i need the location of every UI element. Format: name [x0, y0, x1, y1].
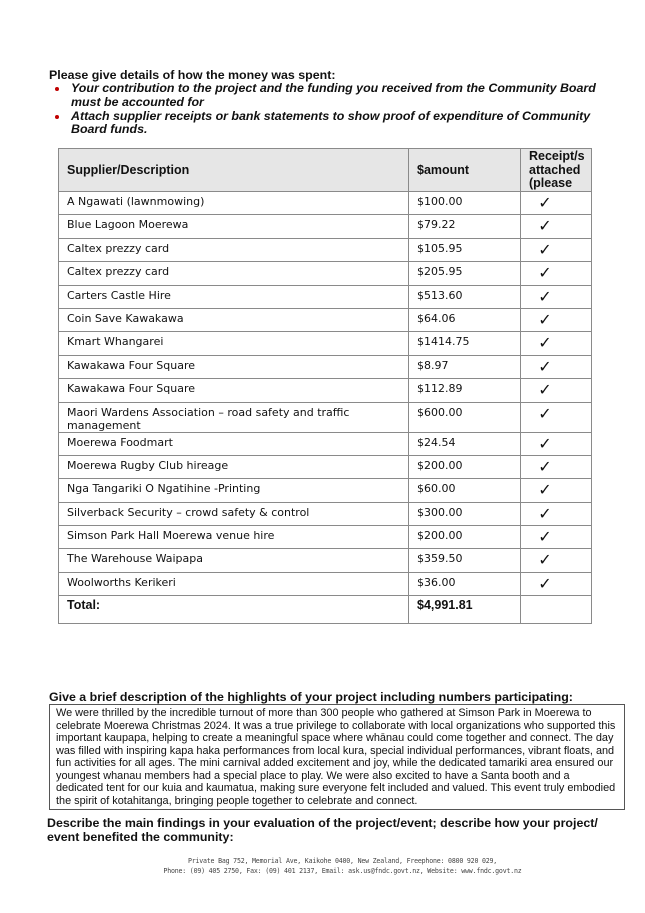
- instruction-item: [52, 110, 627, 138]
- supplier-cell: Woolworths Kerikeri: [59, 572, 409, 595]
- supplier-cell: Silverback Security – crowd safety & control: [59, 502, 409, 525]
- description-textbox[interactable]: We were thrilled by the incredible turnout of more than 300 people who gathered at Simson Park in Moerewa to celebrate Moerewa Christmas 2024. It was a true privilege to collaborate with local organizations who supported this important kaupapa, helping to create a meaningful space where whānau could come together and connect. The day was filled with inspiring kapa haka performances from local kura, special individual performances, vibrant floats, and fun activities for all ages. The mini carnival added excitement and joy, while the dedicated tamariki area ensured our youngest whanau members had a special place to play. We were also excited to have a Santa booth and a dedicated tent for our kuia and kaumatua, making sure everyone felt included and valued. This event truly embodied the spirit of kotahitanga, bringing people together to celebrate and connect.: [49, 704, 625, 810]
- supplier-cell: Kawakawa Four Square: [59, 379, 409, 402]
- checkmark-icon: ✓: [521, 432, 592, 455]
- description-title: Give a brief description of the highlights of your project including numbers participating:: [49, 690, 573, 704]
- footer: [0, 856, 645, 876]
- checkmark-icon: ✓: [521, 355, 592, 378]
- table-header-row: [59, 149, 592, 192]
- findings-title: Describe the main findings in your evaluation of the project/event; describe how your project/ event benefited the community:: [47, 816, 598, 844]
- supplier-cell: Maori Wardens Association – road safety and traffic management: [59, 402, 409, 432]
- table-row: [59, 355, 592, 378]
- section-heading: Please give details of how the money was spent:: [49, 68, 336, 82]
- supplier-cell: The Warehouse Waipapa: [59, 549, 409, 572]
- header-supplier: Supplier/Description: [59, 149, 409, 192]
- table-row: [59, 308, 592, 331]
- amount-cell: $60.00: [409, 479, 521, 502]
- table-row: [59, 238, 592, 261]
- amount-cell: $24.54: [409, 432, 521, 455]
- table-row: [59, 455, 592, 478]
- amount-cell: $112.89: [409, 379, 521, 402]
- checkmark-icon: ✓: [521, 379, 592, 402]
- supplier-cell: Nga Tangariki O Ngatihine -Printing: [59, 479, 409, 502]
- table-row: [59, 432, 592, 455]
- amount-cell: $1414.75: [409, 332, 521, 355]
- amount-cell: $79.22: [409, 215, 521, 238]
- checkmark-icon: ✓: [521, 572, 592, 595]
- checkmark-icon: ✓: [521, 502, 592, 525]
- instruction-text: Your contribution to the project and the funding you received from the Community Board must be accounted for: [71, 81, 596, 109]
- supplier-cell: Simson Park Hall Moerewa venue hire: [59, 526, 409, 549]
- checkmark-icon: ✓: [521, 549, 592, 572]
- table-row: [59, 549, 592, 572]
- amount-cell: $105.95: [409, 238, 521, 261]
- instruction-item: [52, 82, 627, 110]
- checkmark-icon: ✓: [521, 402, 592, 432]
- supplier-cell: Moerewa Rugby Club hireage: [59, 455, 409, 478]
- table-body: [59, 192, 592, 596]
- footer-contact: Phone: (09) 405 2750, Fax: (09) 401 2137, Email: ask.us@fndc.govt.nz, Website: www.fndc.govt.nz: [163, 867, 522, 875]
- supplier-cell: Carters Castle Hire: [59, 285, 409, 308]
- checkmark-icon: ✓: [521, 262, 592, 285]
- table-row: [59, 285, 592, 308]
- instruction-list: [52, 82, 627, 137]
- table-row: [59, 502, 592, 525]
- checkmark-icon: ✓: [521, 526, 592, 549]
- table-row: [59, 572, 592, 595]
- checkmark-icon: ✓: [521, 332, 592, 355]
- checkmark-icon: ✓: [521, 285, 592, 308]
- supplier-cell: Kmart Whangarei: [59, 332, 409, 355]
- table-row: [59, 379, 592, 402]
- table-row: [59, 526, 592, 549]
- amount-cell: $300.00: [409, 502, 521, 525]
- amount-cell: $200.00: [409, 455, 521, 478]
- checkmark-icon: ✓: [521, 238, 592, 261]
- supplier-cell: Caltex prezzy card: [59, 238, 409, 261]
- expenditure-table: [58, 148, 592, 624]
- supplier-cell: Coin Save Kawakawa: [59, 308, 409, 331]
- checkmark-icon: ✓: [521, 479, 592, 502]
- table-row: [59, 479, 592, 502]
- checkmark-icon: ✓: [521, 215, 592, 238]
- amount-cell: $100.00: [409, 192, 521, 215]
- total-label: Total:: [59, 596, 409, 624]
- instruction-text: Attach supplier receipts or bank statements to show proof of expenditure of Community Board funds.: [71, 108, 591, 137]
- amount-cell: $513.60: [409, 285, 521, 308]
- amount-cell: $200.00: [409, 526, 521, 549]
- total-receipt-cell: [521, 596, 592, 624]
- table-row: [59, 262, 592, 285]
- footer-address: Private Bag 752, Memorial Ave, Kaikohe 0400, New Zealand, Freephone: 0800 920 029,: [187, 857, 498, 865]
- table-row: [59, 192, 592, 215]
- checkmark-icon: ✓: [521, 455, 592, 478]
- table-row: [59, 402, 592, 432]
- bullet-icon: [55, 87, 59, 91]
- bullet-icon: [55, 115, 59, 119]
- supplier-cell: A Ngawati (lawnmowing): [59, 192, 409, 215]
- amount-cell: $8.97: [409, 355, 521, 378]
- checkmark-icon: ✓: [521, 308, 592, 331]
- total-row: [59, 596, 592, 624]
- supplier-cell: Blue Lagoon Moerewa: [59, 215, 409, 238]
- amount-cell: $36.00: [409, 572, 521, 595]
- amount-cell: $205.95: [409, 262, 521, 285]
- checkmark-icon: ✓: [521, 192, 592, 215]
- supplier-cell: Moerewa Foodmart: [59, 432, 409, 455]
- header-amount: $amount: [409, 149, 521, 192]
- amount-cell: $600.00: [409, 402, 521, 432]
- supplier-cell: Kawakawa Four Square: [59, 355, 409, 378]
- header-receipts: Receipt/s attached (please: [521, 149, 592, 192]
- amount-cell: $359.50: [409, 549, 521, 572]
- amount-cell: $64.06: [409, 308, 521, 331]
- total-amount: $4,991.81: [409, 596, 521, 624]
- table-row: [59, 332, 592, 355]
- supplier-cell: Caltex prezzy card: [59, 262, 409, 285]
- table-row: [59, 215, 592, 238]
